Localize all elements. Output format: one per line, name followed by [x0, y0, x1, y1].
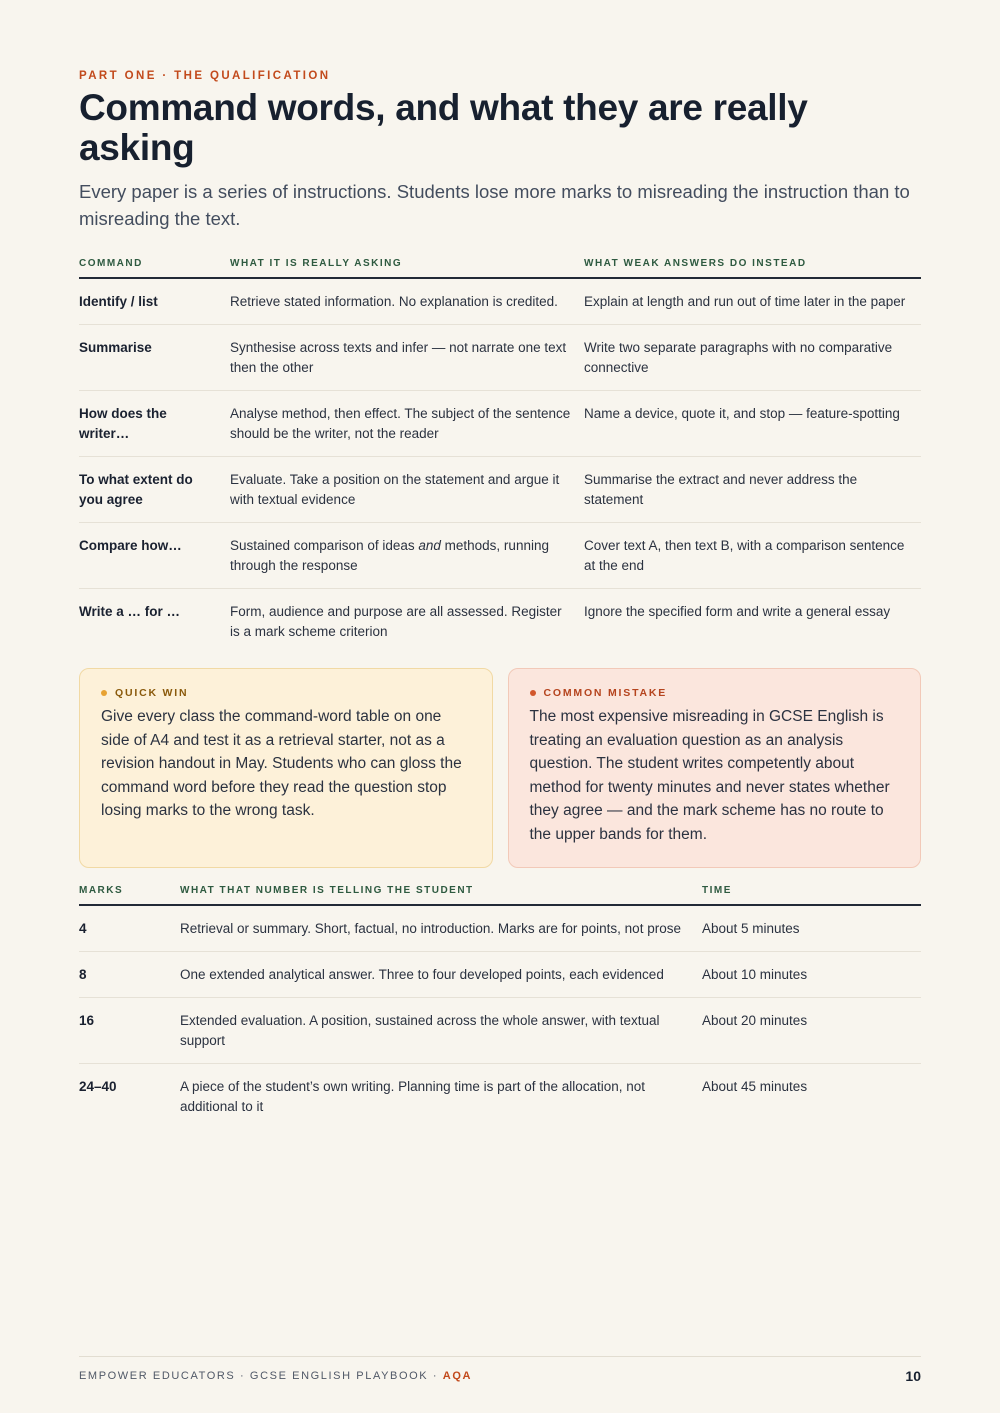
callout-row [79, 668, 921, 868]
weak-answer-cell: Write two separate paragraphs with no comparative connective [584, 325, 921, 391]
time-cell: About 45 minutes [702, 1078, 808, 1094]
page-footer [79, 1356, 921, 1384]
quick-win-body: Give every class the command-word table on one side of A4 and test it as a retrieval starter, not as a revision handout in May. Students who can gloss the command word before they read the question stop losing marks to the wrong task. [101, 708, 462, 820]
command-words-table [79, 258, 921, 654]
common-mistake-dot-icon [530, 690, 536, 696]
common-mistake-body: The most expensive misreading in GCSE English is treating an evaluation question as an analysis question. The student writes competently about method for twenty minutes and never states whether they agree — and the mark scheme has no route to the upper bands for them. [529, 708, 890, 843]
column-header-really-asking: WHAT IT IS REALLY ASKING [230, 258, 584, 278]
weak-answer-cell: Summarise the extract and never address the statement [584, 457, 921, 523]
asking-cell: Retrieve stated information. No explanation is credited. [230, 278, 584, 325]
table-row [79, 278, 921, 325]
marks-cell: 16 [79, 997, 180, 1063]
column-header-weak-answers: WHAT WEAK ANSWERS DO INSTEAD [584, 258, 921, 278]
time-cell: About 10 minutes [702, 951, 921, 997]
command-cell: Identify / list [79, 278, 230, 325]
table-row [79, 1063, 921, 1129]
common-mistake-callout [508, 668, 922, 868]
command-cell: Write a … for … [79, 604, 181, 619]
command-cell: Summarise [79, 325, 230, 391]
asking-cell: Evaluate. Take a position on the statement and argue it with textual evidence [230, 457, 584, 523]
footer-board: AQA [442, 1370, 473, 1382]
time-cell: About 20 minutes [702, 997, 921, 1063]
table-row [79, 905, 921, 952]
table-row [79, 951, 921, 997]
page-lede: Every paper is a series of instructions. Students lose more marks to misreading the instruction than to misreading the text. [79, 181, 910, 229]
column-header-marks: MARKS [79, 885, 180, 905]
table-row [79, 589, 921, 655]
page-title: Command words, and what they are really asking [79, 87, 808, 168]
footer-publication [79, 1370, 472, 1382]
marks-cell: 8 [79, 951, 180, 997]
table-row [79, 391, 921, 457]
page-number: 10 [905, 1368, 921, 1384]
table-row [79, 523, 921, 589]
column-header-time: TIME [702, 885, 921, 905]
meaning-cell: Extended evaluation. A position, sustained across the whole answer, with textual support [180, 997, 702, 1063]
table-header-row [79, 885, 921, 905]
table-row [79, 325, 921, 391]
common-mistake-heading [530, 687, 901, 699]
table-row [79, 997, 921, 1063]
weak-answer-cell: Cover text A, then text B, with a comparison sentence at the end [584, 523, 921, 589]
weak-answer-cell: Name a device, quote it, and stop — feature-spotting [584, 391, 921, 457]
table-row [79, 457, 921, 523]
command-cell: How does the writer… [79, 391, 230, 457]
common-mistake-label: COMMON MISTAKE [543, 687, 668, 699]
command-cell: To what extent do you agree [79, 457, 230, 523]
weak-answer-cell: Explain at length and run out of time later in the paper [584, 278, 921, 325]
marks-cell: 24–40 [79, 1078, 117, 1094]
table-header-row [79, 258, 921, 278]
asking-cell: Form, audience and purpose are all assessed. Register is a mark scheme criterion [230, 604, 562, 639]
meaning-cell: A piece of the student’s own writing. Planning time is part of the allocation, not additional to it [180, 1078, 646, 1114]
page-content [79, 70, 921, 1129]
meaning-cell: Retrieval or summary. Short, factual, no introduction. Marks are for points, not prose [180, 905, 702, 952]
quick-win-heading [101, 687, 472, 699]
column-header-meaning: WHAT THAT NUMBER IS TELLING THE STUDENT [180, 885, 702, 905]
quick-win-callout [79, 668, 493, 868]
asking-cell: Analyse method, then effect. The subject of the sentence should be the writer, not the reader [230, 391, 584, 457]
command-cell: Compare how… [79, 523, 230, 589]
weak-answer-cell: Ignore the specified form and write a general essay [584, 604, 891, 619]
asking-cell: Synthesise across texts and infer — not narrate one text then the other [230, 325, 584, 391]
quick-win-dot-icon [101, 690, 107, 696]
section-kicker: PART ONE · THE QUALIFICATION [79, 70, 331, 82]
time-cell: About 5 minutes [702, 905, 921, 952]
marks-table [79, 885, 921, 1129]
asking-cell: Sustained comparison of ideas and methods, running through the response [230, 523, 584, 589]
quick-win-label: QUICK WIN [115, 687, 189, 699]
footer-title: EMPOWER EDUCATORS · GCSE ENGLISH PLAYBOOK · [79, 1370, 443, 1382]
emphasis-and: and [418, 538, 441, 553]
marks-cell: 4 [79, 905, 180, 952]
column-header-command: COMMAND [79, 258, 230, 278]
meaning-cell: One extended analytical answer. Three to four developed points, each evidenced [180, 951, 702, 997]
